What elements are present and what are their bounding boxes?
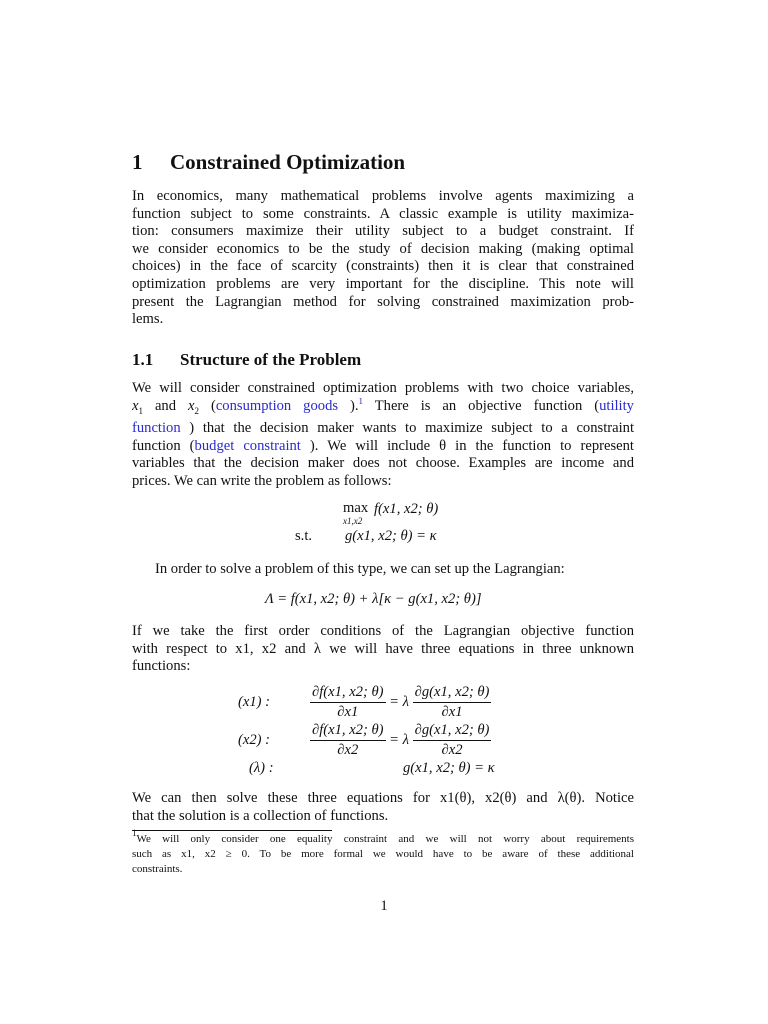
structure-line: function (budget constraint ). We will include θ in the function to represent <box>132 437 634 454</box>
section-number: 1 <box>132 150 143 174</box>
intro-line: present the Lagrangian method for solving constrained maximization prob- <box>132 293 634 310</box>
footnote-number: 1 <box>132 828 137 838</box>
lagrangian-intro: In order to solve a problem of this type, we can set up the Lagrangian: <box>155 561 565 577</box>
page-number: 1 <box>380 898 388 914</box>
foc-label-x1: (x1) : <box>238 694 271 710</box>
intro-line: lems. <box>132 311 164 328</box>
footnote-mark[interactable]: 1 <box>358 397 364 406</box>
subsection-title: Structure of the Problem <box>180 350 362 369</box>
structure-line: variables that the decision maker does not choose. Examples are income and <box>132 455 634 472</box>
max-operator: max <box>343 500 369 516</box>
intro-line: tion: consumers maximize their utility subject to a budget constraint. If <box>132 223 634 240</box>
foc-label-x2: (x2) : <box>238 732 271 748</box>
intro-line: optimization problems are very important for the discipline. This note will <box>132 275 634 292</box>
budget-constraint-link[interactable]: budget constraint <box>194 437 301 454</box>
footnote-line: $^1$We will only consider one equality constraint and we will not worry about requirements <box>132 828 634 845</box>
utility-function-link-cont[interactable]: function <box>132 420 181 437</box>
intro-line: we consider economics to be the study of decision making (making optimal <box>132 240 634 257</box>
footnote-line: constraints. <box>132 863 183 875</box>
structure-line: $x_1$ and $x_2$ (consumption goods ).$^1$ There is an objective function (utility <box>132 397 634 416</box>
foc-paragraph <box>132 623 634 676</box>
max-subscript: x1,x2 <box>343 516 363 526</box>
subsection-number: 1.1 <box>132 350 154 369</box>
objective-function: f(x1, x2; θ) <box>374 501 439 517</box>
foc-equation-x1: $\frac{\partial f(x1, x2; \theta)}{\partial x1}$ = λ $\frac{\partial g(x1, x2; \theta)}{\partial x1}$ <box>312 684 490 720</box>
structure-line: We will consider constrained optimization problems with two choice variables, <box>132 380 634 396</box>
section-title: Constrained Optimization <box>170 150 406 174</box>
consumption-goods-link[interactable]: consumption goods <box>215 397 339 414</box>
foc-line: with respect to x1, x2 and λ we will have three equations in three unknown <box>132 640 634 657</box>
structure-line: prices. We can write the problem as follows: <box>132 472 392 489</box>
structure-line: function ) that the decision maker wants to maximize subject to a constraint <box>132 420 634 437</box>
intro-paragraph <box>132 188 634 329</box>
subject-to-label: s.t. <box>295 528 313 544</box>
utility-function-link[interactable]: utility <box>599 397 634 414</box>
footnote-rule <box>132 830 332 831</box>
structure-paragraph <box>132 380 634 490</box>
foc-equation-x2: $\frac{\partial f(x1, x2; \theta)}{\partial x2}$ = λ $\frac{\partial g(x1, x2; \theta)}{\partial x2}$ <box>312 722 490 758</box>
foc-line: functions: <box>132 658 191 675</box>
solve-paragraph <box>132 790 634 825</box>
footnote <box>132 828 634 877</box>
solve-line: that the solution is a collection of functions. <box>132 807 389 824</box>
intro-line: choices) in the face of scarcity (constraints) then it is clear that constrained <box>132 258 634 275</box>
subsection-heading <box>132 350 361 370</box>
intro-line: In economics, many mathematical problems involve agents maximizing a <box>132 188 634 204</box>
section-heading <box>132 150 405 175</box>
constraint-equation: g(x1, x2; θ) = κ <box>345 528 437 544</box>
solve-line: We can then solve these three equations for x1(θ), x2(θ) and λ(θ). Notice <box>132 790 634 806</box>
foc-label-lambda: (λ) : <box>249 760 274 776</box>
lagrangian-equation: Λ = f(x1, x2; θ) + λ[κ − g(x1, x2; θ)] <box>265 591 482 607</box>
intro-line: function subject to some constraints. A classic example is utility maximiza- <box>132 205 634 222</box>
foc-equation-lambda: g(x1, x2; θ) = κ <box>403 760 495 776</box>
footnote-line: such as x1, x2 ≥ 0. To be more formal we would have to be aware of these additional <box>132 848 634 860</box>
foc-line: If we take the first order conditions of the Lagrangian objective function <box>132 623 634 639</box>
